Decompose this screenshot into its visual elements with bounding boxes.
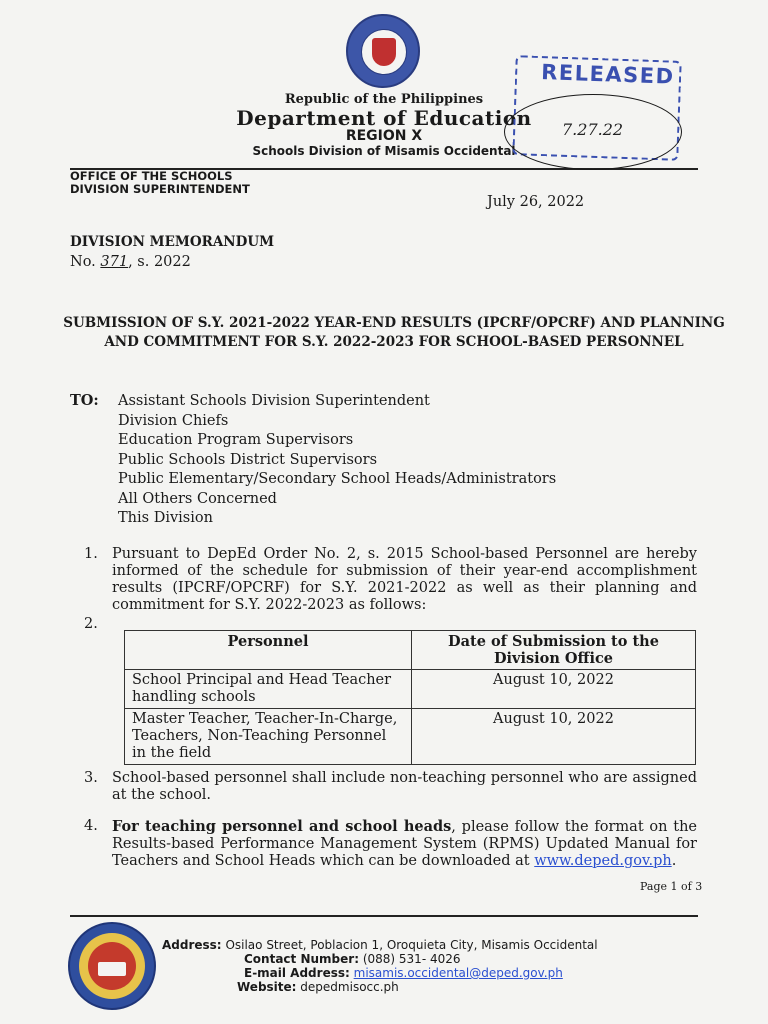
republic-heading: Republic of the Philippines: [284, 92, 484, 107]
memo-number-value: 371: [100, 254, 129, 270]
paragraph-4: [112, 818, 697, 870]
paragraph-3: School-based personnel shall include non-teaching personnel who are assigned at the school.: [112, 770, 697, 803]
recipient-item: Assistant Schools Division Superintendent: [118, 393, 430, 409]
recipient-item: Education Program Supervisors: [118, 432, 354, 448]
paragraph-1: Pursuant to DepEd Order No. 2, s. 2015 School-based Personnel are hereby informed of the schedule for submission of their year-end accomplishment results (IPCRF/OPCRF) for S.Y. 2021-2022 as well as their planning and commitment for S.Y. 2022-2023 as follows:: [112, 546, 697, 613]
email-link[interactable]: misamis.occidental@deped.gov.ph: [353, 966, 563, 980]
memo-title: SUBMISSION OF S.Y. 2021-2022 YEAR-END RESULTS (IPCRF/OPCRF) AND PLANNING AND COMMITMENT FOR S.Y. 2022-2023 FOR SCHOOL-BASED PERSONNEL: [63, 315, 725, 350]
footer-address: [162, 938, 598, 953]
recipient-item: All Others Concerned: [118, 490, 277, 507]
paragraph-4-number: 4.: [84, 818, 98, 834]
table-row: [125, 709, 696, 765]
website-value: depedmisocc.ph: [300, 980, 399, 994]
recipient-item: This Division: [118, 510, 213, 526]
recipient-item: Division Chiefs: [118, 412, 229, 429]
table-cell-date: August 10, 2022: [412, 670, 696, 709]
stamp-date: 7.27.22: [562, 120, 624, 139]
footer-divider: [70, 915, 698, 917]
memo-type: DIVISION MEMORANDUM: [70, 234, 275, 250]
recipient-list: [118, 392, 556, 529]
address-value: Osilao Street, Poblacion 1, Oroquieta City, Misamis Occidental: [225, 938, 598, 952]
office-line-1: OFFICE OF THE SCHOOLS: [70, 169, 233, 183]
paragraph-3-number: 3.: [84, 770, 98, 786]
table-row: [125, 670, 696, 709]
deped-seal-logo: [346, 14, 420, 88]
stamp-title: RELEASED: [540, 60, 675, 89]
table-cell-personnel: School Principal and Head Teacher handling schools: [125, 670, 412, 709]
footer-contact: [244, 952, 461, 967]
footer-website: [237, 980, 399, 995]
paragraph-4-text: , please follow the format on the Results-based Performance Management System (RPMS) Updated Manual for Teachers and School Heads which can be downloaded at: [112, 819, 697, 869]
office-line-2: DIVISION SUPERINTENDENT: [70, 182, 250, 196]
paragraph-4-end: .: [671, 853, 677, 869]
address-label: Address:: [162, 938, 222, 952]
table-cell-date: August 10, 2022: [412, 709, 696, 765]
memo-date: July 26, 2022: [487, 194, 585, 210]
website-label: Website:: [237, 980, 297, 994]
region-heading: REGION X: [345, 128, 423, 144]
division-logo: [68, 922, 156, 1010]
page-number: Page 1 of 3: [640, 880, 703, 893]
recipient-item: Public Schools District Supervisors: [118, 451, 378, 468]
deped-website-link[interactable]: www.deped.gov.ph: [534, 853, 672, 869]
paragraph-2-number: 2.: [84, 616, 98, 632]
contact-value: (088) 531- 4026: [362, 952, 461, 966]
table-header-personnel: Personnel: [125, 631, 412, 670]
memo-number-prefix: No.: [70, 254, 101, 270]
paragraph-4-emphasis: For teaching personnel and school heads: [112, 818, 452, 835]
office-label: [70, 170, 250, 196]
to-label: TO:: [70, 392, 99, 409]
table-header-row: [125, 631, 696, 670]
email-label: E-mail Address:: [244, 966, 350, 980]
division-heading: Schools Division of Misamis Occidental: [252, 144, 516, 158]
department-heading: Department of Education: [236, 106, 532, 130]
table-cell-personnel: Master Teacher, Teacher-In-Charge, Teachers, Non-Teaching Personnel in the field: [125, 709, 412, 765]
paragraph-1-number: 1.: [84, 546, 98, 562]
footer-email: [244, 966, 563, 981]
memo-number: [70, 254, 191, 270]
table-header-date: Date of Submission to the Division Office: [412, 631, 696, 670]
submission-schedule-table: [124, 630, 696, 765]
contact-label: Contact Number:: [244, 952, 359, 966]
memo-number-suffix: , s. 2022: [128, 254, 191, 270]
recipient-item: Public Elementary/Secondary School Heads/Administrators: [118, 471, 557, 487]
